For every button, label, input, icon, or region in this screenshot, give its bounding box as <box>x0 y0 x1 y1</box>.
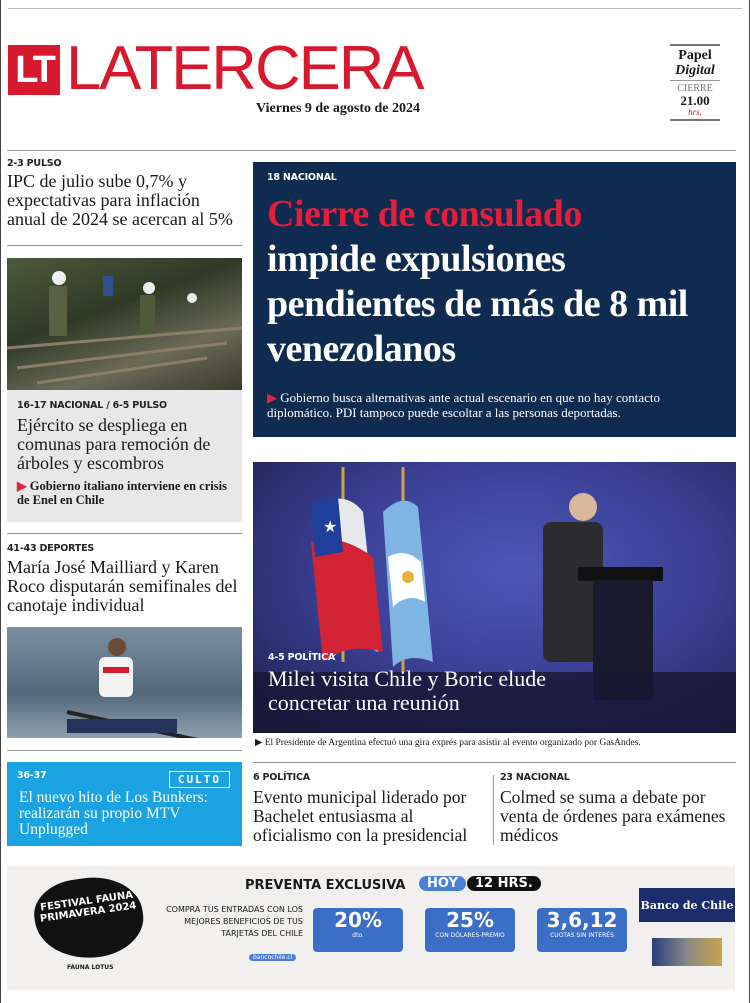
festival-name: FESTIVAL FAUNA PRIMAVERA 2024 <box>39 889 138 925</box>
subhead-text: Gobierno busca alternativas ante actual escenario en que no hay contacto diplomático. PDI tampoco puede escoltar a las personas deportadas. <box>267 390 660 420</box>
headline[interactable]: Evento municipal liderado por Bachelet entusiasma al oficialismo con la presidencial <box>253 787 468 845</box>
triangle-icon: ▶ <box>17 479 30 493</box>
headline[interactable]: El nuevo hito de Los Bunkers: realizarán su propio MTV Unplugged <box>19 789 208 838</box>
canoe-photo <box>7 627 242 738</box>
papel-digital-badge <box>670 44 720 121</box>
photo-caption <box>255 737 735 748</box>
subhead <box>17 479 232 507</box>
headline[interactable]: Milei visita Chile y Boric elude concretar una reunión <box>268 666 547 715</box>
story-colmed[interactable] <box>500 772 736 845</box>
bank-logo: Banco de Chile <box>639 888 735 922</box>
kicker: 18 NACIONAL <box>267 172 337 183</box>
offer-card <box>313 908 403 952</box>
badge-line: 21.00 <box>680 93 710 108</box>
kicker: 4-5 POLÍTICA <box>268 652 336 663</box>
divider <box>253 762 736 763</box>
milei-photo-story[interactable] <box>253 462 736 733</box>
subhead-text: Gobierno italiano interviene en crisis de Enel en Chile <box>17 479 227 507</box>
badge-line: Digital <box>670 63 720 81</box>
headline-white: impide expulsiones pendientes de más de 8 mil venezolanos <box>267 238 688 370</box>
headline[interactable]: Colmed se suma a debate por venta de órdenes para exámenes médicos <box>500 787 726 845</box>
story-ipc[interactable] <box>7 158 243 229</box>
kicker: 2-3 PULSO <box>7 158 62 169</box>
preventa-text: PREVENTA EXCLUSIVA <box>245 878 406 893</box>
story-bunkers[interactable] <box>7 762 242 846</box>
badge-line: Papel <box>678 48 712 63</box>
kicker: 16-17 NACIONAL / 6-5 PULSO <box>17 400 167 411</box>
headline[interactable]: Ejército se despliega en comunas para remoción de árboles y escombros <box>17 415 211 473</box>
divider <box>7 750 242 751</box>
soldiers-photo <box>7 258 242 390</box>
caption-text: El Presidente de Argentina efectuó una gira exprés para asistir al evento organizado por GasAndes. <box>264 738 641 748</box>
kicker: 36-37 <box>17 770 47 781</box>
logo-mark[interactable]: LT <box>8 45 60 95</box>
kicker: 6 POLÍTICA <box>253 772 310 783</box>
story-canotaje[interactable] <box>7 543 243 615</box>
compra-text: COMPRA TUS ENTRADAS CON LOS MEJORES BENEFICIOS DE TUS TARJETAS DEL CHILE <box>166 905 303 938</box>
column-divider <box>493 775 494 845</box>
lead-story[interactable] <box>253 162 736 437</box>
edition-date: Viernes 9 de agosto de 2024 <box>256 101 420 116</box>
festival-logo <box>30 871 148 965</box>
offer-card <box>425 908 515 952</box>
svg-text:★: ★ <box>323 517 338 536</box>
kicker: 23 NACIONAL <box>500 772 570 783</box>
headline[interactable]: IPC de julio sube 0,7% y expectativas para inflación anual de 2024 se acercan al 5% <box>7 171 233 229</box>
advertisement-banner[interactable] <box>7 866 735 990</box>
hrs-pill: 12 HRS. <box>467 876 541 891</box>
logo-name[interactable]: LATERCERA <box>66 34 423 103</box>
offer-card <box>537 908 627 952</box>
producer: FAUNA LOTUS <box>67 964 114 971</box>
triangle-icon: ▶ <box>255 738 265 748</box>
offer-label: dto. <box>352 932 364 939</box>
headline[interactable]: María José Mailliard y Karen Roco disputarán semifinales del canotaje individual <box>7 557 238 615</box>
culto-badge: CULTO <box>169 771 230 788</box>
headline-red: Cierre de consulado <box>267 193 582 235</box>
hoy-pill: HOY <box>419 876 466 891</box>
divider <box>7 533 242 534</box>
story-ejercito[interactable] <box>7 390 242 522</box>
lead-subhead <box>267 390 727 420</box>
cards-image <box>652 938 722 966</box>
badge-line: CIERRE <box>677 83 713 94</box>
badge-line: hrs. <box>688 107 702 117</box>
triangle-icon: ▶ <box>267 390 281 405</box>
lead-headline[interactable] <box>267 192 707 372</box>
divider <box>7 245 242 246</box>
top-rule <box>8 8 742 9</box>
story-bachelet[interactable] <box>253 772 489 845</box>
offer-label: CUOTAS SIN INTERÉS <box>550 932 614 939</box>
offer-label: CON DÓLARES-PREMIO <box>435 932 505 939</box>
kicker: 41-43 DEPORTES <box>7 543 95 554</box>
offer-value: 20% <box>334 908 382 932</box>
offer-value: 25% <box>446 908 494 932</box>
bank-site: bancochile.cl <box>249 954 296 961</box>
divider <box>7 150 736 151</box>
offer-value: 3,6,12 <box>546 908 618 932</box>
